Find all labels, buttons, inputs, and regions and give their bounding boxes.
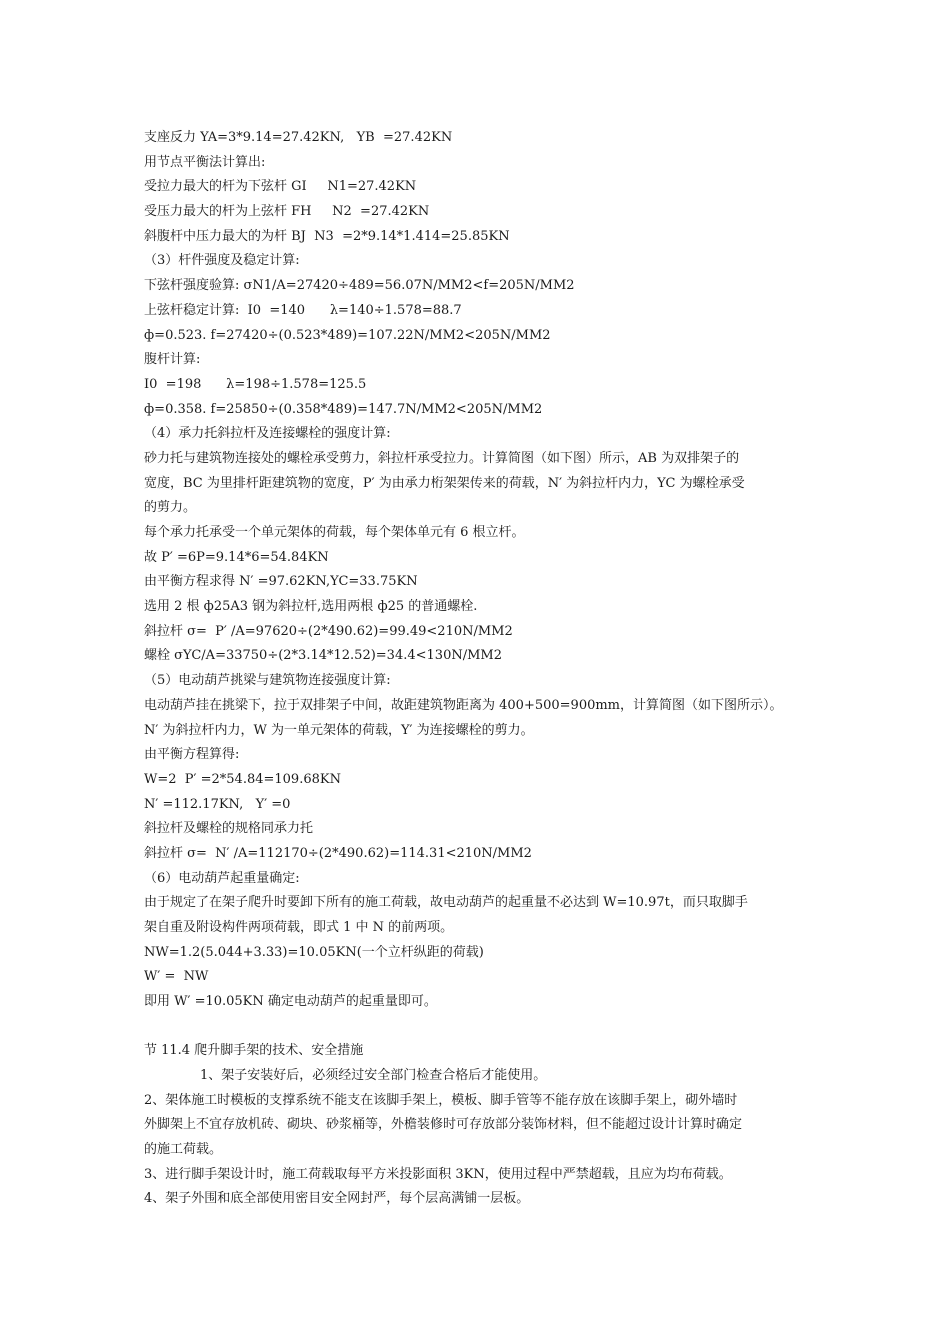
max-tension-line: 受拉力最大的杆为下弦杆 GI N1=27.42KN xyxy=(144,179,417,195)
web-member-heading: 腹杆计算: xyxy=(144,352,201,368)
balance-result-line: 由平衡方程求得 N′ =97.62KN,YC=33.75KN xyxy=(144,574,418,590)
upper-chord-stability-line: 上弦杆稳定计算: I0 =140 λ=140÷1.578=88.7 xyxy=(144,302,462,318)
paragraph-line: 每个承力托承受一个单元架体的荷载，每个架体单元有 6 根立杆。 xyxy=(144,525,525,540)
paragraph-line: 的剪力。 xyxy=(144,500,197,516)
paragraph-line: 宽度，BC 为里排杆距建筑物的宽度，P′ 为由承力桁架架传来的荷载，N′ 为斜拉杆内力，YC 为螺栓承受 xyxy=(144,475,745,491)
material-selection-line: 选用 2 根 ф25A3 钢为斜拉杆,选用两根 ф25 的普通螺栓. xyxy=(144,599,478,615)
paragraph-line: 电动葫芦挂在挑梁下，拉于双排架子中间，故距建筑物距离为 400+500=900mm，计算简图（如下图所示）。 xyxy=(144,697,783,713)
conclusion-line: 即用 W′ =10.05KN 确定电动葫芦的起重量即可。 xyxy=(144,994,437,1010)
paragraph-line: N′ 为斜拉杆内力，W 为一单元架体的荷载，Y′ 为连接螺栓的剪力。 xyxy=(144,722,534,738)
measures-list xyxy=(144,1064,824,1212)
diagonal-web-line: 斜腹杆中压力最大的为杆 BJ N3 =2*9.14*1.414=25.85KN xyxy=(144,228,510,244)
w-calc-line: W=2 P′ =2*54.84=109.68KN xyxy=(144,771,341,787)
paragraph-line: 由于规定了在架子爬升时要卸下所有的施工荷载，故电动葫芦的起重量不必达到 W=10.97t，而只取脚手 xyxy=(144,895,748,911)
measure-item: 3、进行脚手架设计时，施工荷载取每平方米投影面积 3KN，使用过程中严禁超载，且应为均布荷载。 xyxy=(144,1166,732,1182)
measure-item: 4、架子外围和底全部使用密目安全网封严，每个层高满铺一层板。 xyxy=(144,1191,530,1207)
spec-same-line: 斜拉杆及螺栓的规格同承力托 xyxy=(144,821,314,837)
measure-item-continued: 的施工荷载。 xyxy=(144,1142,223,1157)
web-member-result-line: ф=0.358. f=25850÷(0.358*489)=147.7N/MM2<205N/MM2 xyxy=(144,401,543,417)
subsection-heading-3: （3）杆件强度及稳定计算: xyxy=(144,253,300,269)
web-member-length-line: I0 =198 λ=198÷1.578=125.5 xyxy=(144,376,367,392)
load-p-line: 故 P′ =6P=9.14*6=54.84KN xyxy=(144,549,329,565)
measure-item: 1、架子安装好后，必须经过安全部门检查合格后才能使用。 xyxy=(200,1067,547,1083)
nw-calc-line: NW=1.2(5.044+3.33)=10.05KN(一个立杆纵距的荷载) xyxy=(144,944,484,960)
calc-block xyxy=(144,126,824,1015)
upper-chord-result-line: ф=0.523. f=27420÷(0.523*489)=107.22N/MM2<205N/MM2 xyxy=(144,327,551,343)
subsection-heading-5: （5）电动葫芦挑梁与建筑物连接强度计算: xyxy=(144,673,391,689)
paragraph-line: 砂力托与建筑物连接处的螺栓承受剪力，斜拉杆承受拉力。计算简图（如下图）所示，AB 为双排架子的 xyxy=(144,450,740,466)
max-compression-line: 受压力最大的杆为上弦杆 FH N2 =27.42KN xyxy=(144,204,430,220)
lower-chord-strength-line: 下弦杆强度验算: σN1/A=27420÷489=56.07N/MM2<f=205N/MM2 xyxy=(144,278,575,294)
measure-item-continued: 外脚架上不宜存放机砖、砌块、砂浆桶等，外檐装修时可存放部分装饰材料，但不能超过设计计算时确定 xyxy=(144,1117,743,1133)
section-gap xyxy=(144,1015,824,1040)
diagonal-rod-stress-line-2: 斜拉杆 σ= N′ /A=112170÷(2*490.62)=114.31<210N/MM2 xyxy=(144,845,532,861)
section-title: 节 11.4 爬升脚手架的技术、安全措施 xyxy=(144,1043,364,1059)
subsection-heading-6: （6）电动葫芦起重量确定: xyxy=(144,870,300,886)
support-reaction-line: 支座反力 YA=3*9.14=27.42KN, YB =27.42KN xyxy=(144,130,453,145)
subsection-heading-4: （4）承力托斜拉杆及连接螺栓的强度计算: xyxy=(144,426,391,442)
w-prime-line: W′ = NW xyxy=(144,969,209,985)
node-balance-line: 用节点平衡法计算出: xyxy=(144,154,266,170)
n-y-result-line: N′ =112.17KN, Y′ =0 xyxy=(144,796,291,812)
document-page xyxy=(144,126,824,1212)
bolt-stress-line: 螺栓 σYC/A=33750÷(2*3.14*12.52)=34.4<130N/MM2 xyxy=(144,648,502,664)
balance-heading-line: 由平衡方程算得: xyxy=(144,747,240,763)
paragraph-line: 架自重及附设构件两项荷载，即式 1 中 N 的前两项。 xyxy=(144,920,454,935)
measure-item: 2、架体施工时模板的支撑系统不能支在该脚手架上，模板、脚手管等不能存放在该脚手架上，砌外墙时 xyxy=(144,1092,738,1108)
diagonal-rod-stress-line: 斜拉杆 σ= P′ /A=97620÷(2*490.62)=99.49<210N/MM2 xyxy=(144,623,513,639)
